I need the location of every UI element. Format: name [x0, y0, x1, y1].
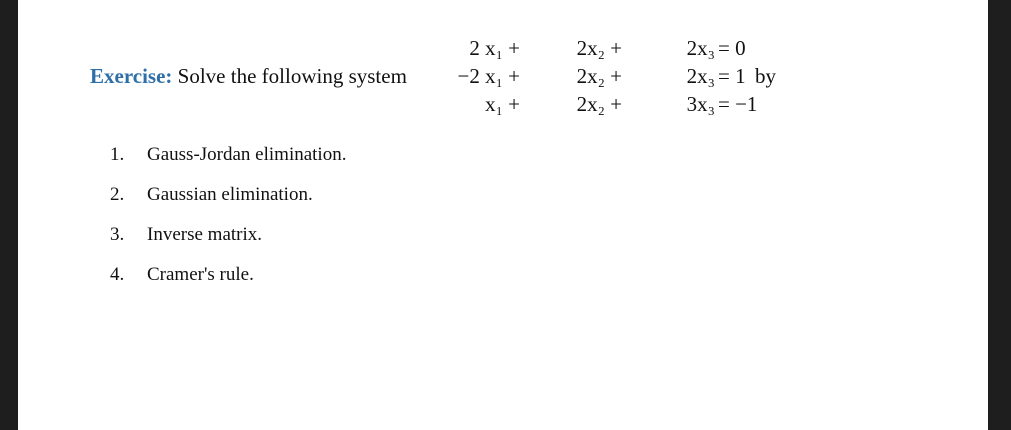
eq3-rhs: = −1 [718, 92, 758, 116]
eq1-rhs: = 0 [718, 36, 746, 60]
list-number: 3. [110, 224, 125, 245]
method-list [110, 142, 346, 302]
list-item [110, 222, 346, 262]
document-page [18, 0, 988, 430]
equation-row-2 [18, 63, 988, 89]
eq3-term3: 3x₃ [686, 92, 715, 116]
equation-row-1 [18, 35, 988, 61]
list-item [110, 142, 346, 182]
exercise-prompt: Solve the following system [177, 64, 407, 88]
list-text: Inverse matrix. [147, 224, 263, 245]
list-text: Gauss-Jordan elimination. [147, 144, 347, 165]
eq2-term2: 2x₂ + [576, 64, 622, 88]
list-item [110, 182, 346, 222]
list-text: Cramer's rule. [147, 264, 254, 285]
exercise-keyword: Exercise: [90, 64, 173, 88]
list-number: 1. [110, 144, 125, 165]
list-number: 2. [110, 184, 125, 205]
list-number: 4. [110, 264, 125, 285]
eq3-term2: 2x₂ + [576, 92, 622, 116]
eq1-term1: 2 x₁ + [469, 36, 520, 60]
eq3-term1: x₁ + [485, 92, 520, 116]
eq2-term1: −2 x₁ + [457, 64, 520, 88]
equation-row-3 [18, 91, 988, 117]
eq1-term3: 2x₃ [686, 36, 715, 60]
eq2-term3: 2x₃ [686, 64, 715, 88]
eq2-rhs: = 1 [718, 64, 746, 88]
list-item [110, 262, 346, 302]
list-text: Gaussian elimination. [147, 184, 313, 205]
exercise-suffix: by [755, 64, 776, 88]
eq1-term2: 2x₂ + [576, 36, 622, 60]
